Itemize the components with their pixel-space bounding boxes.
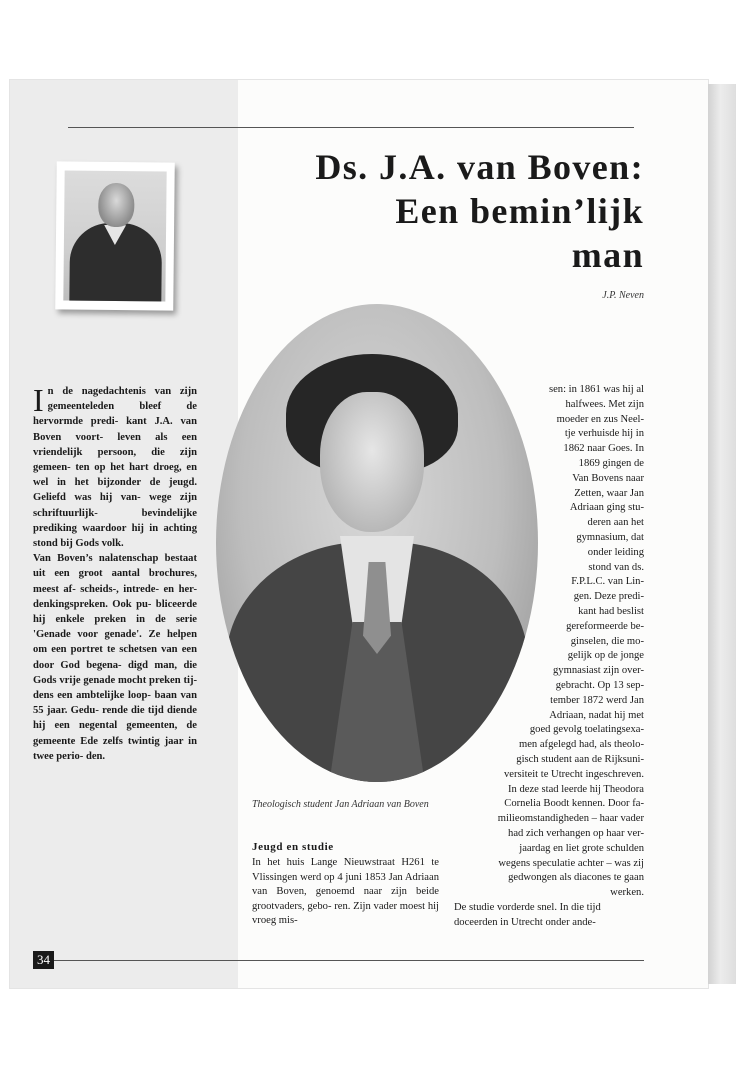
column-3-line: 1869 gingen de xyxy=(578,457,644,469)
column-3-line: 1862 naar Goes. In xyxy=(563,443,644,455)
next-page-edge xyxy=(708,84,736,984)
column-3-line: gisch student aan de Rijksuni- xyxy=(516,753,644,765)
column-3-line: gymnasiast zijn over- xyxy=(553,665,644,677)
column-3-line: gebracht. Op 13 sep- xyxy=(555,679,644,691)
column-3-line: gymnasium, dat xyxy=(576,531,644,543)
column-3-line: versiteit te Utrecht ingeschreven. xyxy=(503,768,644,780)
column-3-line: doceerden in Utrecht onder ande- xyxy=(454,916,596,928)
column-3-line: wegens speculatie achter – was zij xyxy=(498,857,644,869)
column-3-line: sen: in 1861 was hij al xyxy=(548,384,644,395)
portrait-face-shape xyxy=(320,392,424,532)
column-3-line: gedwongen als diacones te gaan xyxy=(508,872,644,884)
column-3-line: tember 1872 werd Jan xyxy=(550,694,644,706)
small-portrait-photo xyxy=(55,161,175,310)
column-3-line: onder leiding xyxy=(587,546,644,558)
top-rule xyxy=(68,127,634,128)
column-3-line: tje verhuisde hij in xyxy=(564,428,644,440)
column-3-line: milieomstandigheden – haar vader xyxy=(497,813,644,825)
column-3-line: ginselen, die mo- xyxy=(570,635,644,647)
column-3-line: gereformeerde be- xyxy=(566,620,644,632)
column-3-line: De studie vorderde snel. In die tijd xyxy=(454,901,601,913)
column-3-line: stond van ds. xyxy=(588,561,644,573)
intro-paragraph-2: Van Boven’s nalatenschap bestaat uit een groot aantal brochures, meest af- scheids-, intrede- en her- denkingspreken. Ook pu- bliceerde hij enkele preken in de serie 'Genade voor genade'. Ze helpen om een portret te schetsen van een door God begena- digd man, die Gods vrije genade mocht preken tij- dens een ambtelijke loop- baan van 55 jaar. Gedu- rende die tijd diende hij een negental gemeenten, de gemeente Ede zelfs twintig jaar in twee perio- den. xyxy=(33,553,197,762)
column-3-line: werken. xyxy=(610,887,644,899)
bottom-rule xyxy=(54,960,644,961)
column-3-line: deren aan het xyxy=(587,517,644,529)
body-column-3 xyxy=(454,383,644,930)
photo-caption: Theologisch student Jan Adriaan van Boven xyxy=(252,799,429,810)
drop-cap: I xyxy=(33,382,44,418)
column-3-line: had zich verhangen op haar ver- xyxy=(508,827,644,839)
section-heading: Jeugd en studie xyxy=(252,841,334,853)
body-column-2: In het huis Lange Nieuwstraat H261 te Vlissingen werd op 4 juni 1853 Jan Adriaan van Boven, genoemd naar zijn beide grootvaders, gebo- ren. Zijn vader moest hij vroeg mis- xyxy=(252,857,439,927)
column-3-line: Van Bovens naar xyxy=(572,472,644,484)
title-line-2: Een bemin’lijk xyxy=(395,191,644,231)
article-title xyxy=(315,145,644,277)
column-3-line: moeder en zus Neel- xyxy=(556,413,644,425)
column-3-line: men afgelegd had, als theolo- xyxy=(518,739,644,751)
column-3-line: F.P.L.C. van Lin- xyxy=(571,576,644,588)
column-3-line: goed gevolg toelatingsexa- xyxy=(529,724,644,736)
column-3-line: gen. Deze predi- xyxy=(573,591,644,603)
elderly-man-photo xyxy=(63,170,166,301)
column-3-line: Zetten, waar Jan xyxy=(574,487,644,499)
column-3-line: halfwees. Met zijn xyxy=(565,398,644,410)
page-number: 34 xyxy=(33,951,54,969)
intro-text xyxy=(33,384,197,764)
column-3-line: kant had beslist xyxy=(578,605,644,617)
photo-head-shape xyxy=(98,183,134,227)
title-line-3: man xyxy=(571,235,644,275)
column-3-line: jaardag en liet grote schulden xyxy=(519,842,644,854)
column-3-line: Cornelia Boodt kennen. Door fa- xyxy=(504,798,644,810)
column-3-line: In deze stad leerde hij Theodora xyxy=(508,783,644,795)
intro-paragraph-1 xyxy=(33,384,197,551)
column-3-line: Adriaan ging stu- xyxy=(569,502,644,514)
author-byline: J.P. Neven xyxy=(602,290,644,301)
column-3-line: Adriaan, nadat hij met xyxy=(549,709,644,721)
title-line-1: Ds. J.A. van Boven: xyxy=(315,147,644,187)
intro-paragraph-1-text: n de nagedachtenis van zijn gemeenteleden bleef de hervormde predi- kant J.A. van Boven voort- leven als een vriendelijk persoon, die zijn gemeen- ten op het hart droeg, en wel in het bijzonder de jeugd. Geliefd was hij van- wege zijn schriftuurlijk- bevindelijke prediking waardoor hij in achting stond bij Gods volk. xyxy=(33,386,197,550)
column-3-line: gelijk op de jonge xyxy=(567,650,644,662)
